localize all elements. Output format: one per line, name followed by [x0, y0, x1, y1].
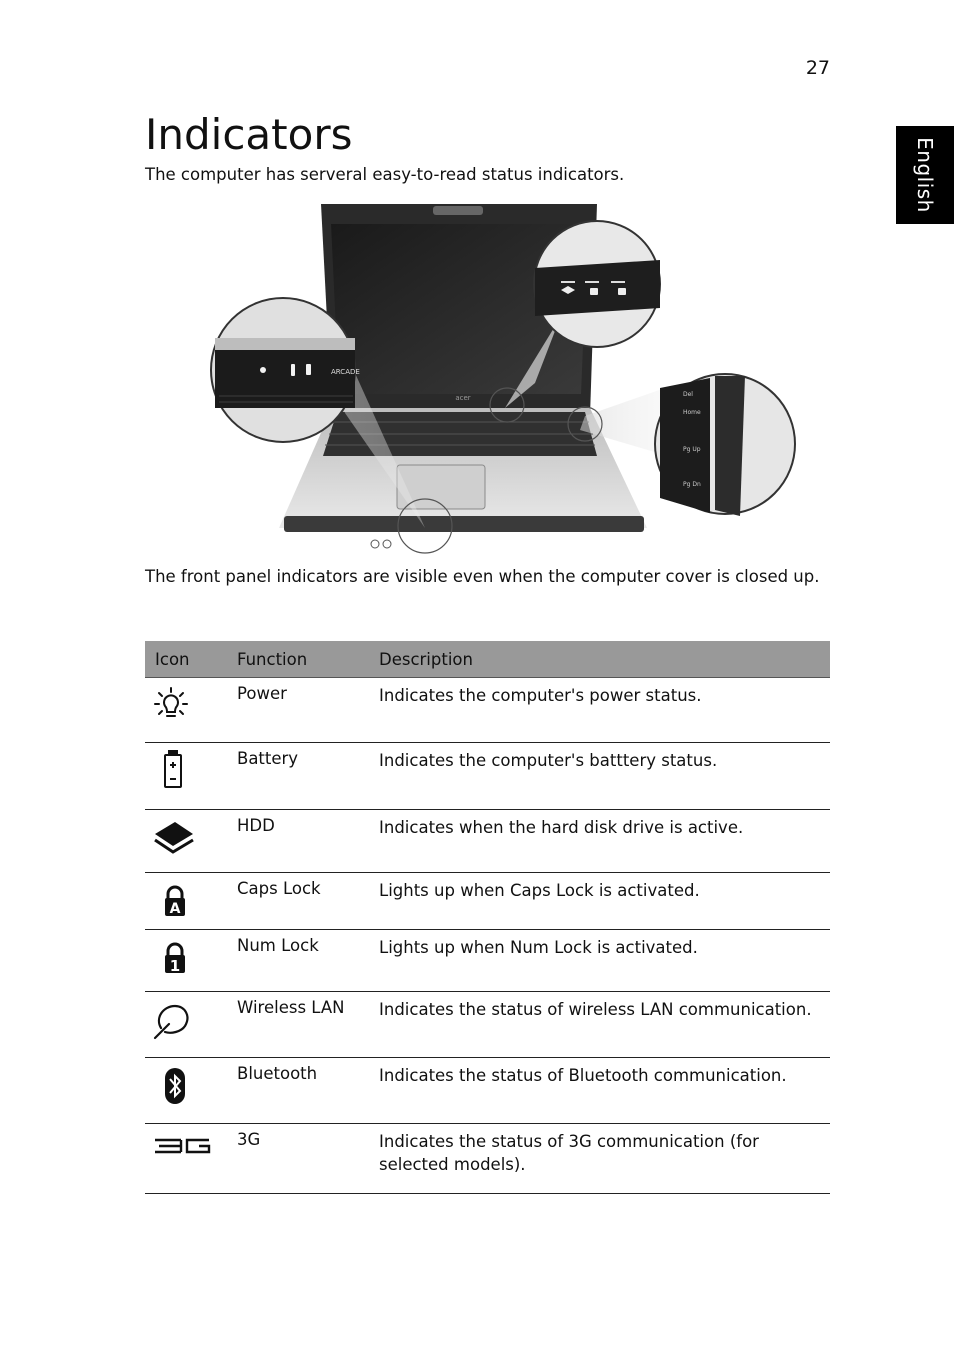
brand-logo-text: acer: [455, 394, 471, 402]
power-icon: [151, 684, 227, 724]
description-caps-lock: Lights up when Caps Lock is activated.: [369, 873, 830, 930]
description-bluetooth: Indicates the status of Bluetooth communication.: [369, 1058, 830, 1124]
laptop-drawing: [205, 198, 805, 558]
key-pgdn-label: Pg Dn: [683, 481, 701, 488]
description-wireless-lan: Indicates the status of wireless LAN communication.: [369, 992, 830, 1058]
svg-text:A: A: [169, 901, 181, 917]
header-icon: Icon: [145, 641, 227, 678]
table-row: [145, 930, 830, 992]
description-power: Indicates the computer's power status.: [369, 678, 830, 743]
description-num-lock: Lights up when Num Lock is activated.: [369, 930, 830, 992]
page-number: 27: [805, 57, 830, 79]
function-wireless-lan: Wireless LAN: [227, 992, 369, 1058]
svg-text:1: 1: [169, 957, 181, 975]
function-hdd: HDD: [227, 810, 369, 873]
laptop-illustration: [205, 198, 805, 558]
indicators-table: [145, 641, 830, 1194]
table-row: [145, 992, 830, 1058]
table-header-row: [145, 641, 830, 678]
table-row: [145, 873, 830, 930]
num-lock-icon: [151, 936, 227, 976]
battery-icon: [151, 749, 227, 793]
intro-text: The computer has serveral easy-to-read status indicators.: [145, 165, 625, 184]
description-battery: Indicates the computer's batttery status.: [369, 743, 830, 810]
table-row: [145, 678, 830, 743]
key-home-label: Home: [683, 409, 701, 416]
table-row: [145, 1058, 830, 1124]
table-row: [145, 810, 830, 873]
function-battery: Battery: [227, 743, 369, 810]
front-panel-note: The front panel indicators are visible even when the computer cover is closed up.: [145, 567, 820, 586]
function-caps-lock: Caps Lock: [227, 873, 369, 930]
arcade-label: ARCADE: [331, 368, 360, 376]
table-row: [145, 743, 830, 810]
caps-lock-icon: [151, 879, 227, 919]
function-bluetooth: Bluetooth: [227, 1058, 369, 1124]
key-pgup-label: Pg Up: [683, 446, 701, 453]
key-del-label: Del: [683, 391, 693, 398]
header-description: Description: [369, 641, 830, 678]
page-title: Indicators: [145, 110, 353, 159]
wireless-lan-icon: [151, 998, 227, 1042]
description-hdd: Indicates when the hard disk drive is active.: [369, 810, 830, 873]
bluetooth-icon: [151, 1064, 227, 1108]
function-power: Power: [227, 678, 369, 743]
language-tab: [896, 126, 954, 224]
function-num-lock: Num Lock: [227, 930, 369, 992]
hdd-icon: [151, 816, 227, 856]
3g-icon: [151, 1130, 227, 1162]
header-function: Function: [227, 641, 369, 678]
table-row: [145, 1124, 830, 1194]
function-3g: 3G: [227, 1124, 369, 1194]
description-3g: Indicates the status of 3G communication (for selected models).: [369, 1124, 830, 1194]
language-tab-label: English: [913, 137, 937, 213]
